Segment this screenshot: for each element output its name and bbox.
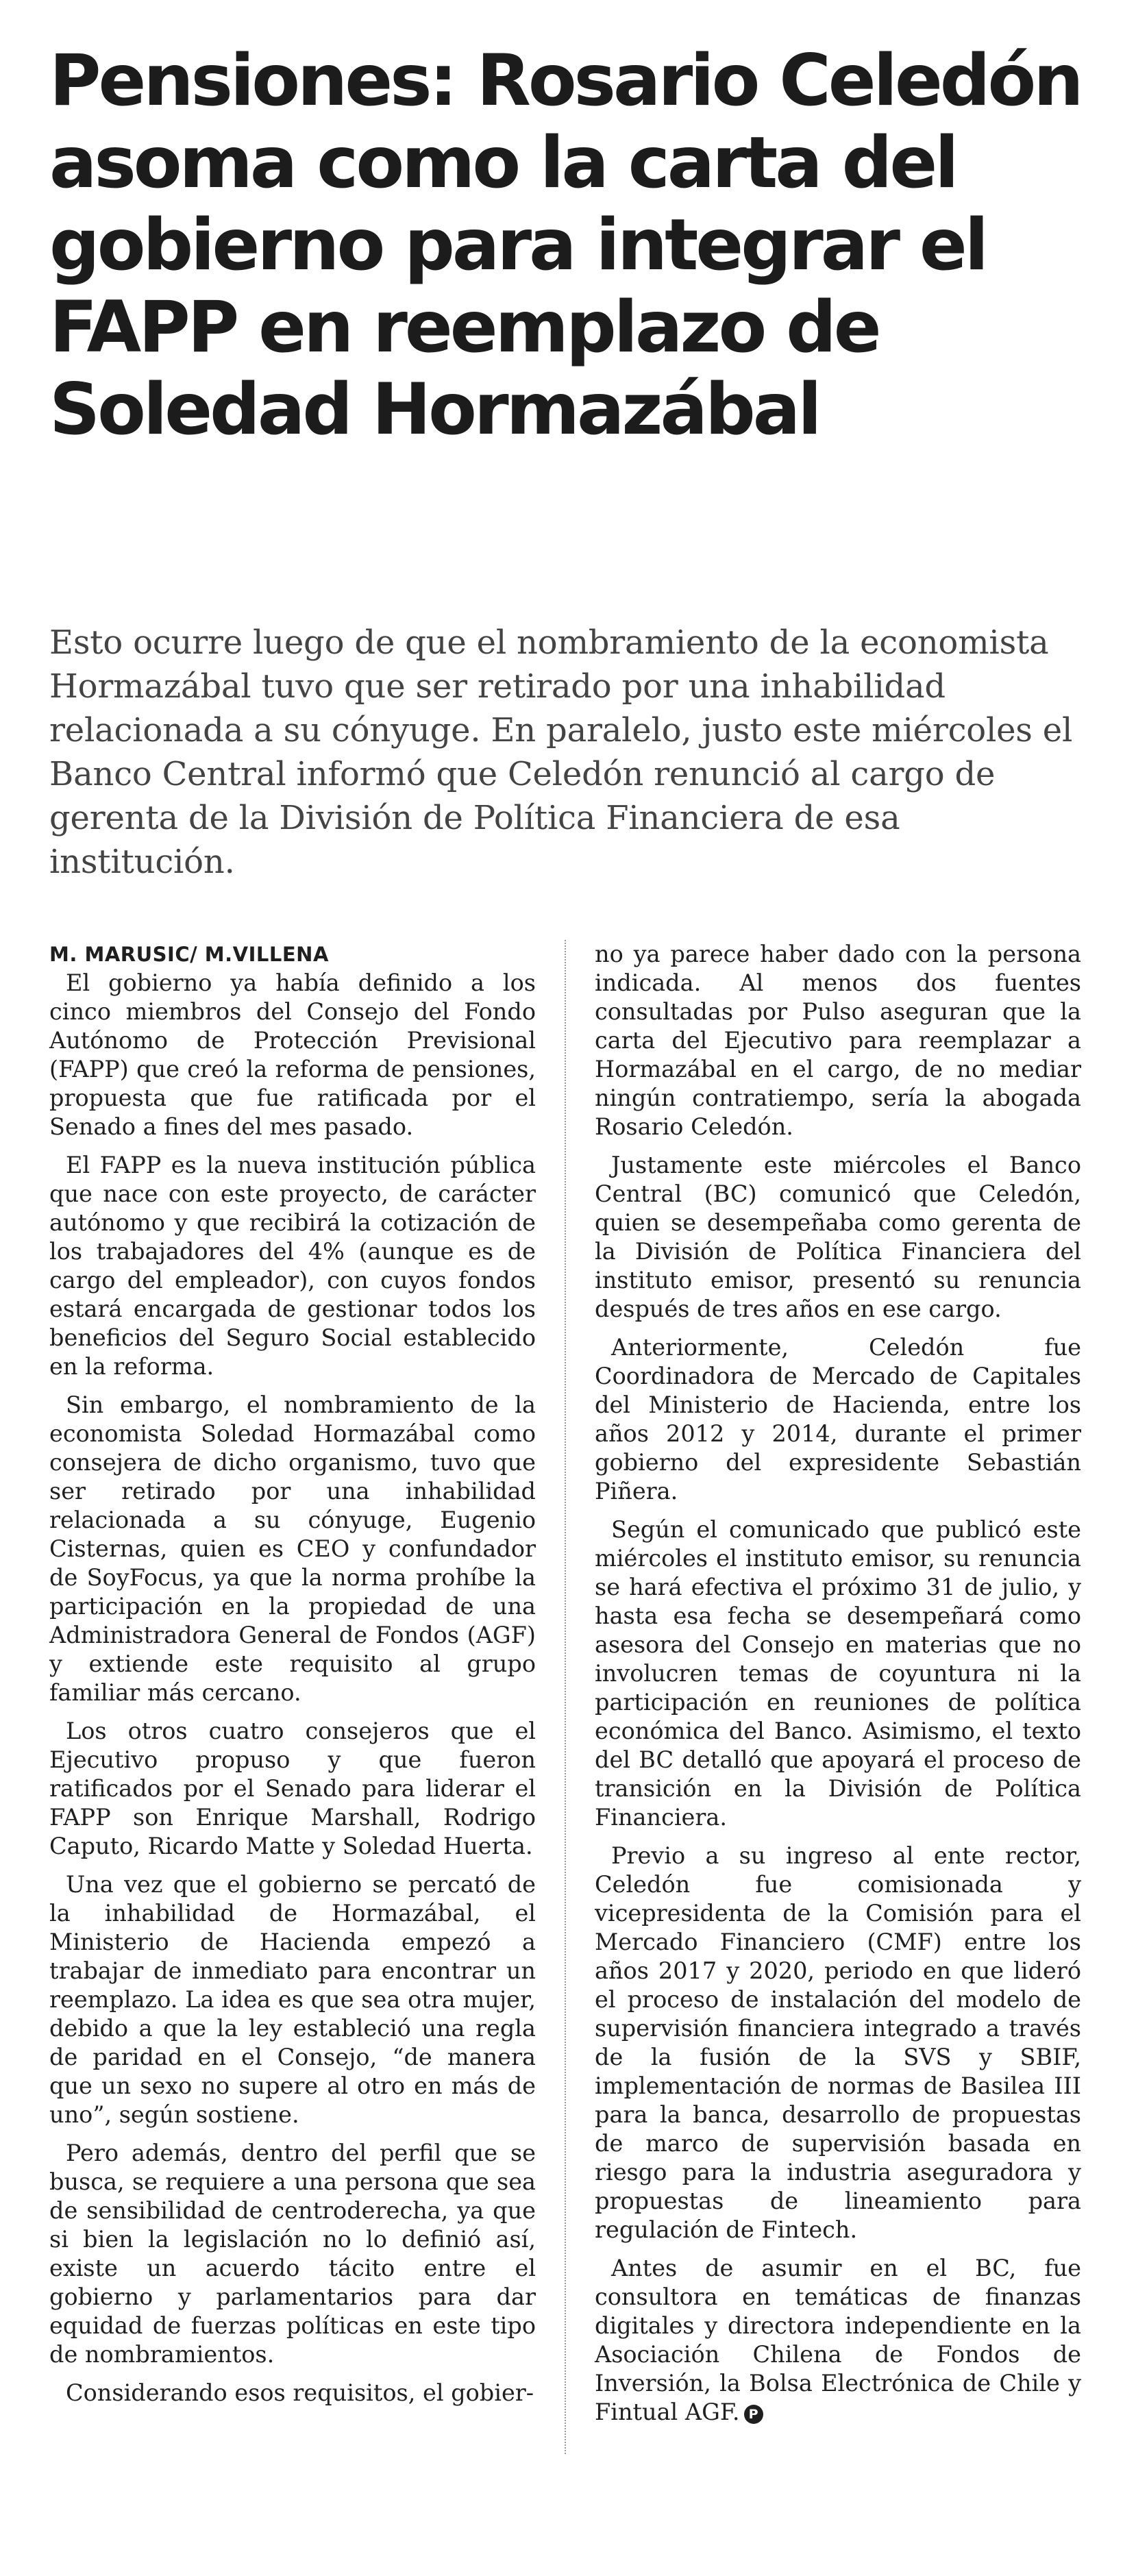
body-paragraph: Los otros cuatro consejeros que el Ejecutivo propuso y que fueron ratificados por el Senado para liderar el FAPP son Enrique Marshall, Rodrigo Caputo, Ricardo Matte y Soledad Huerta. <box>49 1718 536 1859</box>
final-paragraph <box>595 2254 1081 2427</box>
article-body <box>49 940 1091 2516</box>
body-paragraph-continuation: no ya parece haber dado con la persona indicada. Al menos dos fuentes consultadas por Pulso aseguran que la carta del Ejecutivo para reemplazar a Hormazábal en el cargo, de no mediar ningún contratiempo, sería la abogada Rosario Celedón. <box>595 941 1081 1140</box>
body-paragraph: Sin embargo, el nombramiento de la economista Soledad Hormazábal como consejera de dicho organismo, tuvo que ser retirado por una inhabilidad relacionada a su cónyuge, Eugenio Cisternas, quien es CEO y confundador de SoyFocus, ya que la norma prohíbe la participación en la propiedad de una Administradora General de Fondos (AGF) y extiende este requisito al grupo familiar más cercano. <box>49 1391 536 1706</box>
body-paragraph: El gobierno ya había definido a los cinco miembros del Consejo del Fondo Autónomo de Protección Previsional (FAPP) que creó la reforma de pensiones, propuesta que fue ratificada por el Senado a fines del mes pasado. <box>49 969 536 1140</box>
body-paragraph: Considerando esos requisitos, el gobier- <box>66 2379 534 2406</box>
body-paragraph: El FAPP es la nueva institución pública que nace con este proyecto, de carácter autónomo y que recibirá la cotización de los trabajadores del 4% (aunque es de cargo del empleador), con cuyos fondos estará encargada de gestionar todos los beneficios del Seguro Social establecido en la reforma. <box>49 1152 536 1380</box>
byline: M. MARUSIC/ M.VILLENA <box>49 943 329 966</box>
headline: Pensiones: Rosario Celedón asoma como la carta del gobierno para integrar el FAPP en reemplazo de Soledad Hormazábal <box>49 40 1081 451</box>
end-of-article-icon: P <box>744 2405 763 2424</box>
body-paragraph: Anteriormente, Celedón fue Coordinadora de Mercado de Capitales del Ministerio de Hacienda, entre los años 2012 y 2014, durante el primer gobierno del expresidente Sebastián Piñera. <box>595 1334 1081 1504</box>
body-paragraph: Pero además, dentro del perfil que se busca, se requiere a una persona que sea de sensibilidad de centroderecha, ya que si bien la legislación no lo definió así, existe un acuerdo tácito entre el gobierno y parlamentarios para dar equidad de fuerzas políticas en este tipo de nombramientos. <box>49 2140 536 2368</box>
right-column <box>595 940 1081 2436</box>
left-column <box>49 940 536 2417</box>
lead-paragraph: Esto ocurre luego de que el nombramiento de la economista Hormazábal tuvo que ser retirado por una inhabilidad relacionada a su cónyuge. En paralelo, justo este miércoles el Banco Central informó que Celedón renunció al cargo de gerenta de la División de Política Financiera de esa institución. <box>49 623 1073 881</box>
body-paragraph: Una vez que el gobierno se percató de la inhabilidad de Hormazábal, el Ministerio de Hacienda empezó a trabajar de inmediato para encontrar un reemplazo. La idea es que sea otra mujer, debido a que la ley estableció una regla de paridad en el Consejo, “de manera que un sexo no supere al otro en más de uno”, según sostiene. <box>49 1871 536 2128</box>
final-paragraph-text: Antes de asumir en el BC, fue consultora en temáticas de finanzas digitales y directora independiente en la Asociación Chilena de Fondos de Inversión, la Bolsa Electrónica de Chile y Fintual AGF. <box>595 2255 1081 2425</box>
body-paragraph: Previo a su ingreso al ente rector, Celedón fue comisionada y vicepresidenta de la Comisión para el Mercado Financiero (CMF) entre los años 2017 y 2020, periodo en que lideró el proceso de instalación del modelo de supervisión financiera integrado a través de la fusión de la SVS y SBIF, implementación de normas de Basilea III para la banca, desarrollo de propuestas de marco de supervisión basada en riesgo para la industria aseguradora y propuestas de lineamiento para regulación de Fintech. <box>595 1842 1081 2243</box>
column-divider <box>565 940 566 2454</box>
body-paragraph: Según el comunicado que publicó este miércoles el instituto emisor, su renuncia se hará efectiva el próximo 31 de julio, y hasta esa fecha se desempeñará como asesora del Consejo en materias que no involucren temas de coyuntura ni la participación en reuniones de política económica del Banco. Asimismo, el texto del BC detalló que apoyará el proceso de transición en la División de Política Financiera. <box>595 1516 1081 1831</box>
body-paragraph: Justamente este miércoles el Banco Central (BC) comunicó que Celedón, quien se desempeñaba como gerenta de la División de Política Financiera del instituto emisor, presentó su renuncia después de tres años en ese cargo. <box>595 1152 1081 1322</box>
